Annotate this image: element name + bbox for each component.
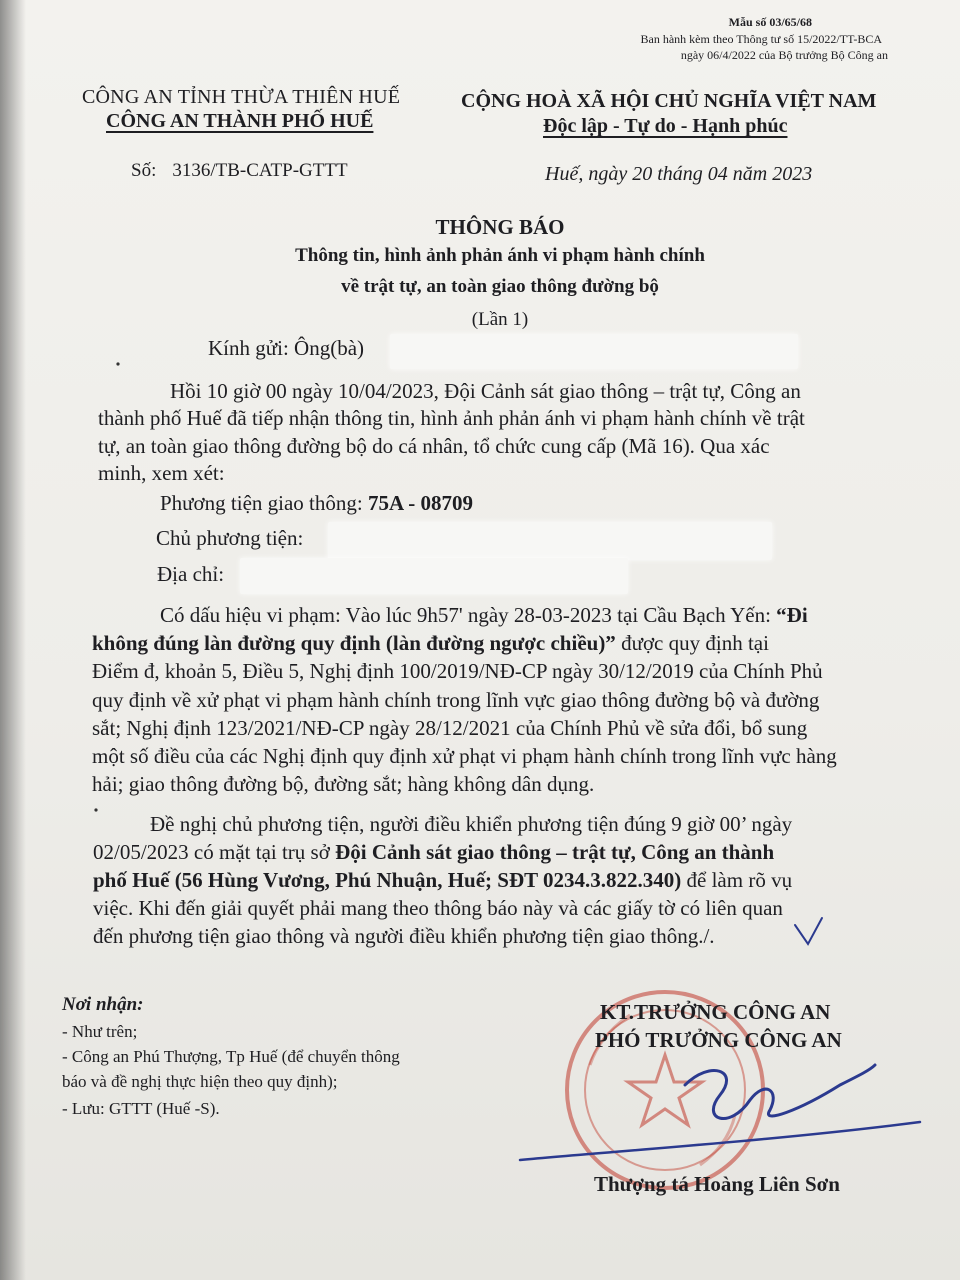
paragraph1-line: minh, xem xét: <box>98 461 225 485</box>
request-line: Đề nghị chủ phương tiện, người điều khiển phương tiện đúng 9 giờ 00’ ngày <box>150 812 793 836</box>
form-number: Mẫu số 03/65/68 <box>728 15 812 29</box>
violation-line: quy định về xử phạt vi phạm hành chính trong lĩnh vực giao thông đường bộ và đường <box>92 688 820 712</box>
request-text: 02/05/2023 có mặt tại trụ sở <box>93 840 336 864</box>
violation-text: được quy định tại <box>615 631 769 655</box>
paragraph1-line: thành phố Huế đã tiếp nhận thông tin, hình ảnh phản ánh vi phạm hành chính về trật <box>98 406 805 430</box>
form-issued-line1: Ban hành kèm theo Thông tư số 15/2022/TT-BCA <box>640 32 882 46</box>
document-number-label: Số: <box>131 160 157 181</box>
org-parent: CÔNG AN TỈNH THỪA THIÊN HUẾ <box>82 86 401 108</box>
recipient-item: - Lưu: GTTT (Huế -S). <box>62 1099 220 1118</box>
vehicle-label: Phương tiện giao thông: <box>160 491 363 515</box>
vehicle-plate: 75A - 08709 <box>367 491 473 515</box>
recipient-item: báo và đề nghị thực hiện theo quy định); <box>62 1072 338 1091</box>
signer-name: Thượng tá Hoàng Liên Sơn <box>594 1172 840 1196</box>
request-text: để làm rõ vụ <box>681 868 793 892</box>
violation-line: sắt; Nghị định 123/2021/NĐ-CP ngày 28/12/2021 của Chính Phủ về sửa đổi, bổ sung <box>92 716 808 740</box>
document-subtitle-2: về trật tự, an toàn giao thông đường bộ <box>341 276 659 297</box>
violation-quote-start: “Đi <box>776 603 808 627</box>
recipients-title: Nơi nhận: <box>62 994 144 1015</box>
notice-round: (Lần 1) <box>471 309 529 330</box>
nation-motto: Độc lập - Tự do - Hạnh phúc <box>543 115 788 137</box>
signer-title-2: PHÓ TRƯỞNG CÔNG AN <box>595 1028 842 1052</box>
violation-line: hải; giao thông đường bộ, đường sắt; hàng không dân dụng. <box>92 772 595 796</box>
violation-text: Có dấu hiệu vi phạm: Vào lúc 9h57' ngày 28-03-2023 tại Cầu Bạch Yến: <box>160 603 777 627</box>
violation-line: một số điều của các Nghị định quy định xử phạt vi phạm hành chính trong lĩnh vực hàng <box>92 744 837 768</box>
address-label: Địa chỉ: <box>157 562 225 586</box>
form-issued-line2: ngày 06/4/2022 của Bộ trưởng Bộ Công an <box>680 48 888 62</box>
violation-line: Điểm đ, khoản 5, Điều 5, Nghị định 100/2019/NĐ-CP ngày 30/12/2019 của Chính Phủ <box>92 659 823 683</box>
owner-label: Chủ phương tiện: <box>156 526 304 550</box>
document-number-value: 3136/TB-CATP-GTTT <box>172 160 348 181</box>
paragraph1-line: tự, an toàn giao thông đường bộ do cá nhân, tổ chức cung cấp (Mã 16). Qua xác <box>98 434 770 458</box>
recipient-item: - Như trên; <box>62 1022 138 1041</box>
document-subtitle-1: Thông tin, hình ảnh phản ánh vi phạm hành chính <box>295 245 705 266</box>
violation-quote: không đúng làn đường quy định (làn đường ngược chiều)” <box>92 631 616 655</box>
request-office: Đội Cảnh sát giao thông – trật tự, Công an thành <box>335 840 775 864</box>
greeting: Kính gửi: Ông(bà) <box>208 336 365 360</box>
request-line: việc. Khi đến giải quyết phải mang theo thông báo này và các giấy tờ có liên quan <box>93 896 783 920</box>
recipient-item: - Công an Phú Thượng, Tp Huế (để chuyển thông <box>62 1047 400 1066</box>
request-office-address: phố Huế (56 Hùng Vương, Phú Nhuận, Huế; SĐT 0234.3.822.340) <box>93 868 682 892</box>
nation-title: CỘNG HOÀ XÃ HỘI CHỦ NGHĨA VIỆT NAM <box>461 90 877 112</box>
request-line: đến phương tiện giao thông và người điều khiển phương tiện giao thông./. <box>93 924 715 948</box>
document-title: THÔNG BÁO <box>435 215 565 239</box>
paragraph1-line: Hồi 10 giờ 00 ngày 10/04/2023, Đội Cảnh sát giao thông – trật tự, Công an <box>170 379 801 403</box>
org-name: CÔNG AN THÀNH PHỐ HUẾ <box>106 110 374 132</box>
signer-title-1: KT.TRƯỞNG CÔNG AN <box>600 1000 831 1024</box>
document-date: Huế, ngày 20 tháng 04 năm 2023 <box>545 163 813 185</box>
